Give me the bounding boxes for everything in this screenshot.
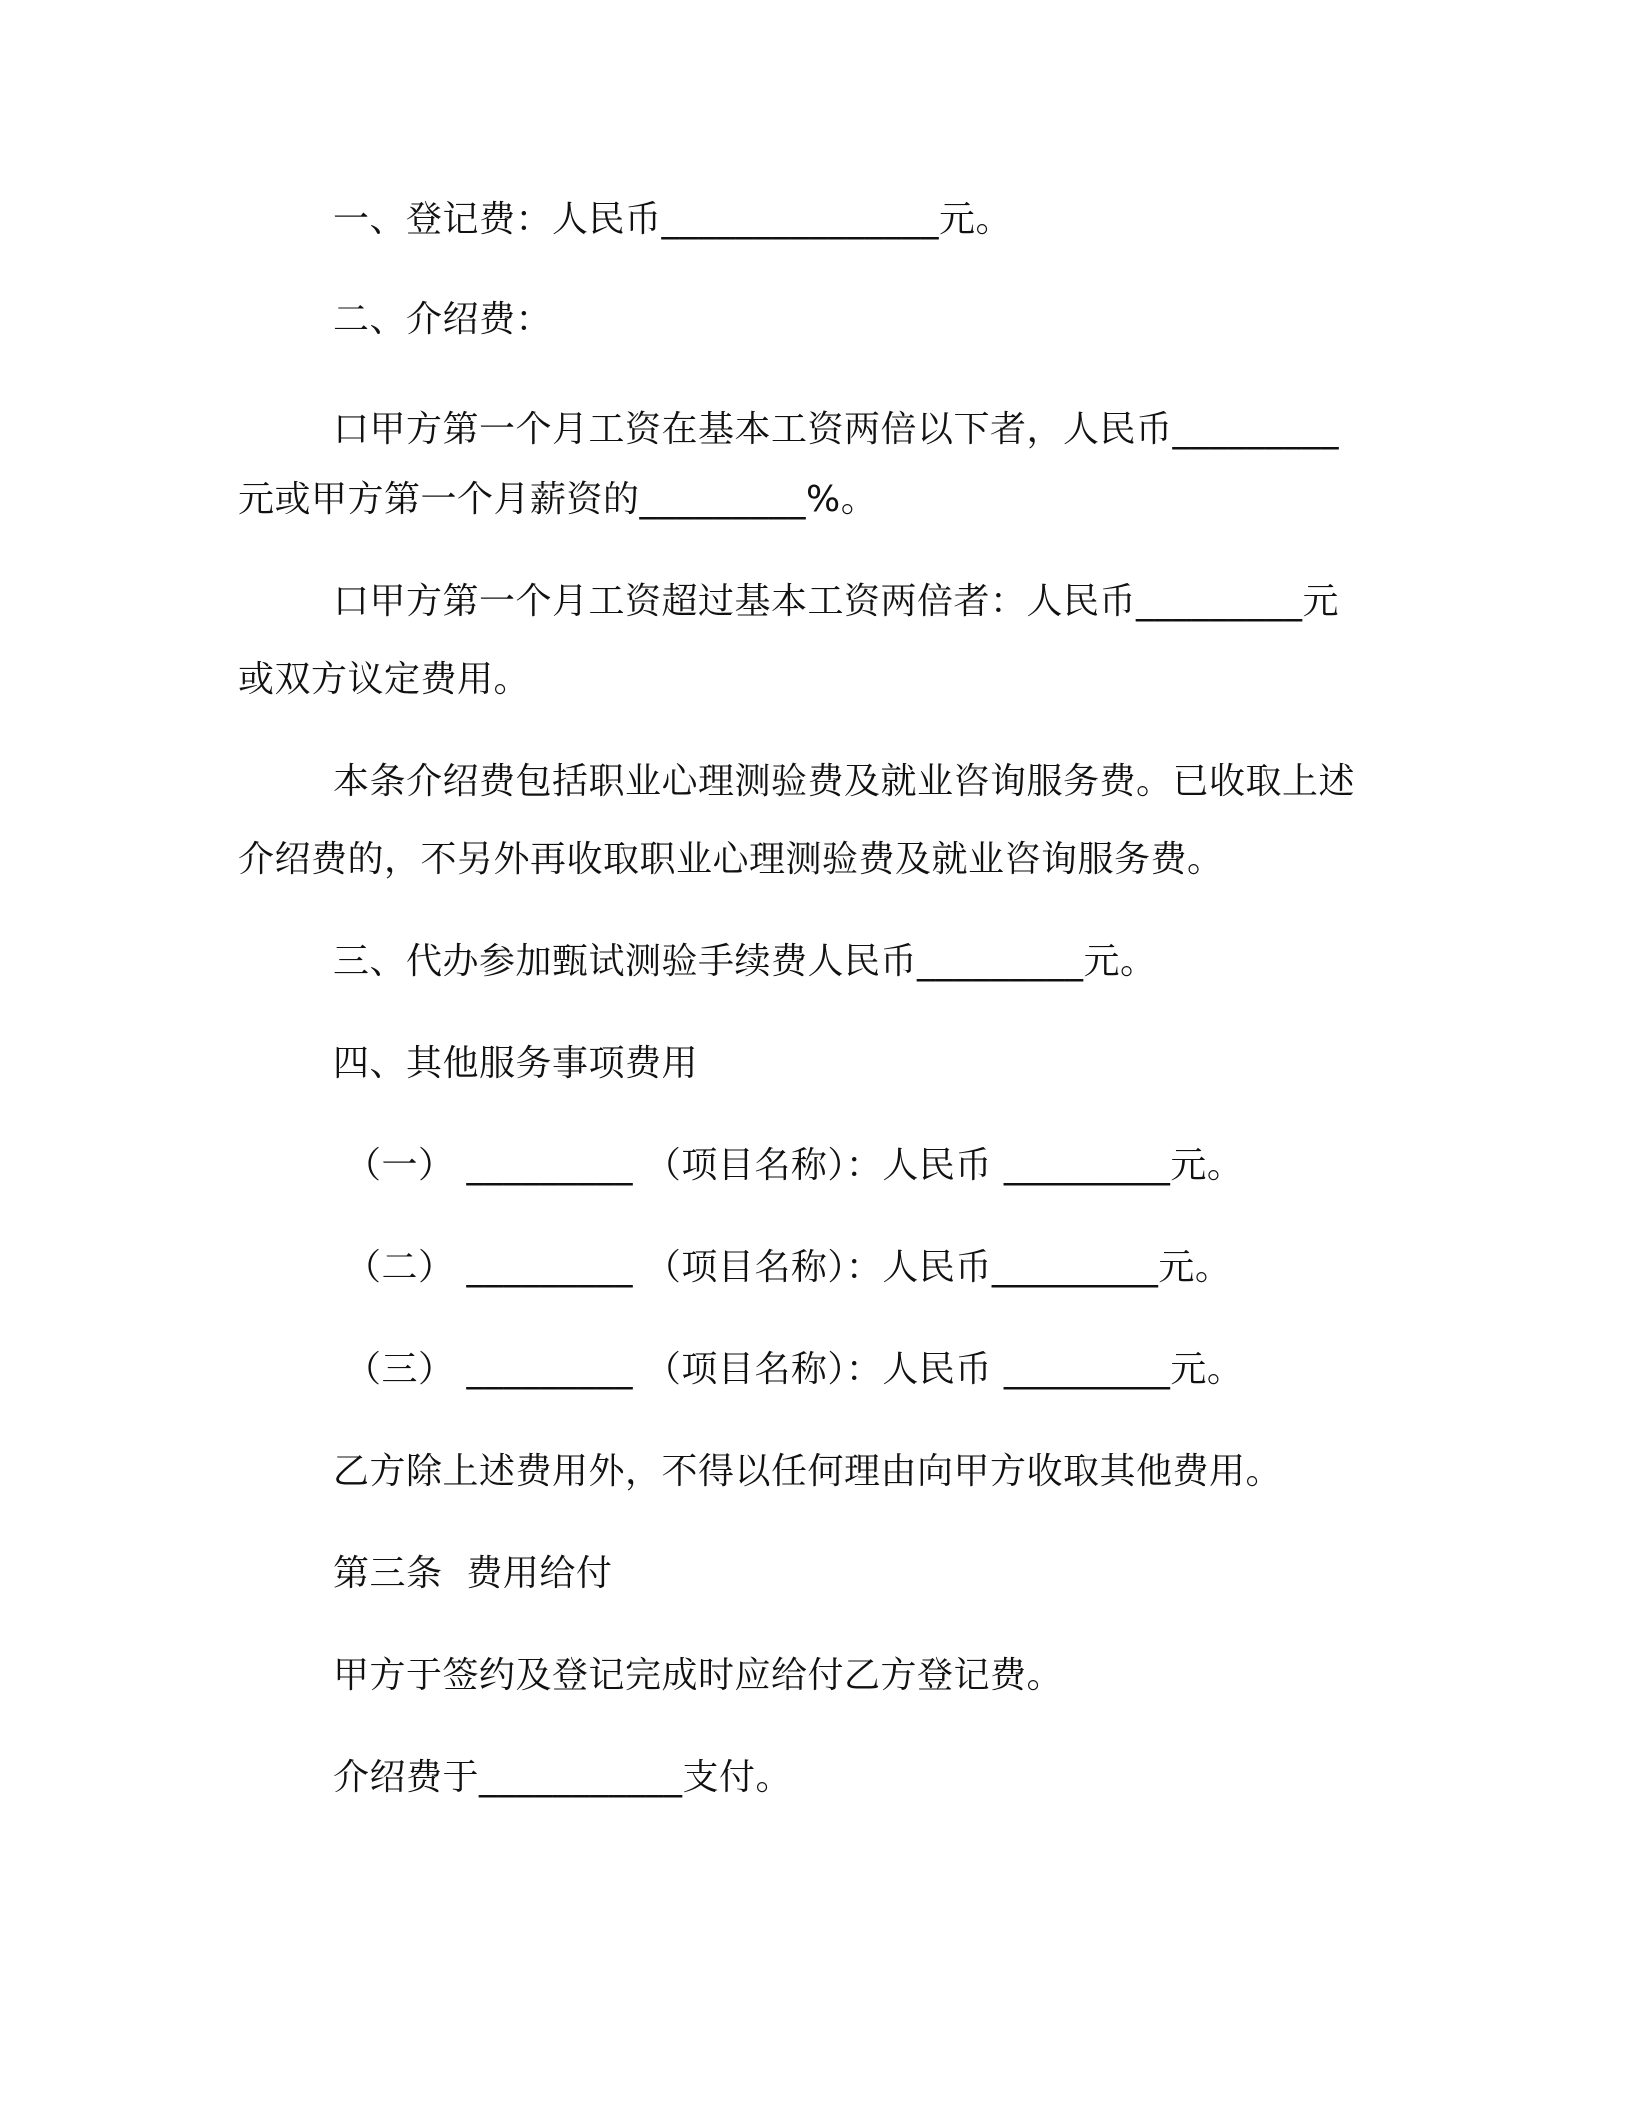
referral-fee-heading: 二、介绍费： xyxy=(333,299,553,340)
other-service-item-2: （二） _________ （项目名称）：人民币_________元。 xyxy=(345,1247,1232,1288)
referral-payment-line: 介绍费于___________支付。 xyxy=(333,1757,793,1798)
referral-fee-option-1-line-2: 元或甲方第一个月薪资的_________%。 xyxy=(238,479,878,520)
other-services-heading: 四、其他服务事项费用 xyxy=(333,1043,699,1084)
exam-handling-fee-line: 三、代办参加甄试测验手续费人民币_________元。 xyxy=(333,941,1157,982)
referral-fee-note-line-1: 本条介绍费包括职业心理测验费及就业咨询服务费。已收取上述 xyxy=(333,761,1356,802)
article-3-heading: 第三条 费用给付 xyxy=(333,1553,613,1594)
registration-fee-line: 一、登记费：人民币_______________元。 xyxy=(333,199,1013,240)
referral-fee-option-1-line-1: 口甲方第一个月工资在基本工资两倍以下者，人民币_________ xyxy=(333,409,1340,450)
no-other-fees-line: 乙方除上述费用外，不得以任何理由向甲方收取其他费用。 xyxy=(333,1451,1283,1492)
referral-fee-note-line-2: 介绍费的，不另外再收取职业心理测验费及就业咨询服务费。 xyxy=(238,839,1224,880)
referral-fee-option-2-line-2: 或双方议定费用。 xyxy=(238,659,531,700)
other-service-item-1: （一） _________ （项目名称）：人民币 _________元。 xyxy=(345,1145,1244,1186)
referral-fee-option-2-line-1: 口甲方第一个月工资超过基本工资两倍者：人民币_________元 xyxy=(333,581,1340,622)
registration-payment-line: 甲方于签约及登记完成时应给付乙方登记费。 xyxy=(333,1655,1064,1696)
other-service-item-3: （三） _________ （项目名称）：人民币 _________元。 xyxy=(345,1349,1244,1390)
